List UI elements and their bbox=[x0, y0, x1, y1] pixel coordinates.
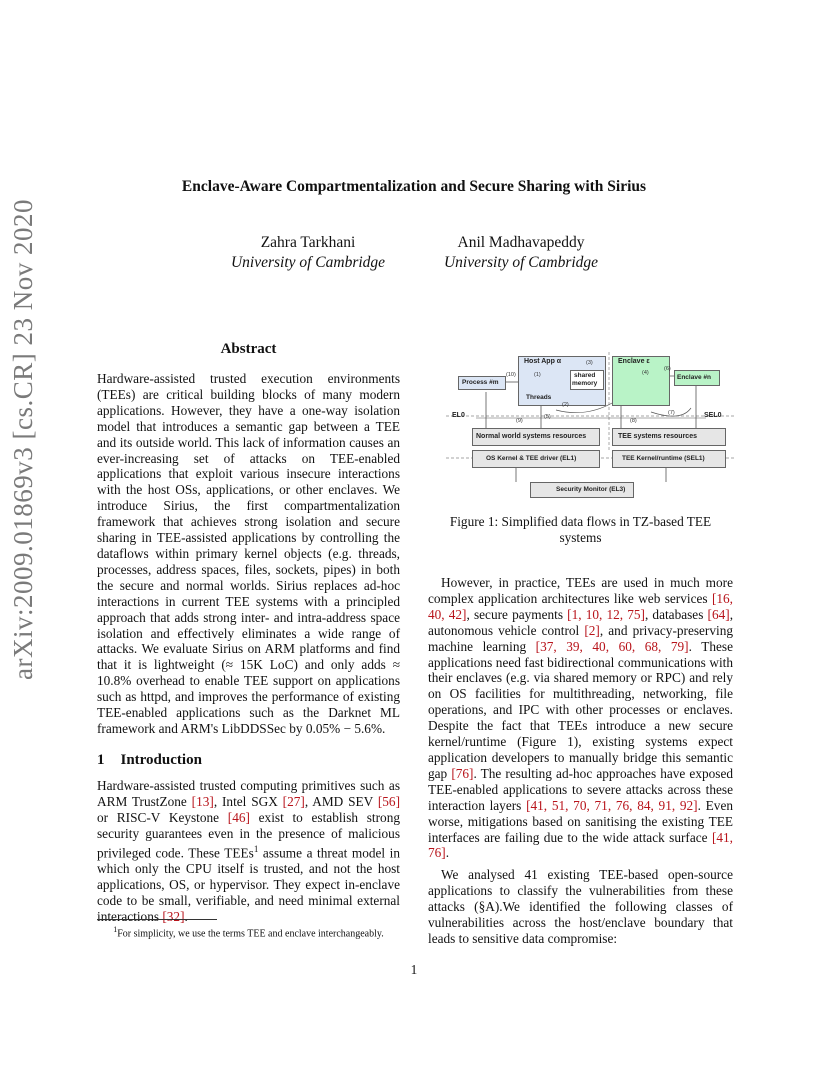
el0-label: EL0 bbox=[452, 412, 465, 419]
arxiv-stamp: arXiv:2009.01869v3 [cs.CR] 23 Nov 2020 bbox=[8, 199, 38, 680]
citation[interactable]: [2] bbox=[584, 622, 600, 638]
enclave-label: Enclave ε bbox=[618, 358, 650, 365]
os-kernel-label: OS Kernel & TEE driver (EL1) bbox=[486, 455, 577, 462]
security-monitor-label: Security Monitor (EL3) bbox=[556, 486, 626, 493]
page-number: 1 bbox=[410, 962, 418, 977]
flow-number: (7) bbox=[668, 410, 675, 416]
footnote bbox=[97, 924, 400, 940]
citation[interactable]: [64] bbox=[707, 606, 730, 622]
figure-1-diagram bbox=[446, 352, 734, 504]
footnote-rule bbox=[97, 919, 217, 920]
figure-1-caption: Figure 1: Simplified data flows in TZ-based TEE systems bbox=[449, 514, 712, 545]
flow-number: (8) bbox=[630, 418, 637, 424]
tee-resources-label: TEE systems resources bbox=[618, 433, 697, 440]
body-paragraph-3: We analysed 41 existing TEE-based open-source applications to classify the vulnerabilities from these attacks (§A).We identified the following classes of vulnerabilities across the host/enclave boundary that leads to sensitive data compromise: bbox=[428, 867, 733, 946]
right-column bbox=[428, 575, 733, 947]
flow-number: (9) bbox=[516, 418, 523, 424]
citation[interactable]: [37, 39, 40, 60, 68, 79] bbox=[535, 638, 689, 654]
citation[interactable]: [41, 51, 70, 71, 76, 84, 91, 92] bbox=[526, 797, 698, 813]
flow-number: (2) bbox=[562, 402, 569, 408]
citation[interactable]: [13] bbox=[191, 793, 214, 809]
citation[interactable]: [32] bbox=[162, 908, 185, 924]
enclave-n-label: Enclave #n bbox=[677, 374, 711, 381]
flow-number: (10) bbox=[506, 372, 516, 378]
flow-number: (5) bbox=[544, 414, 551, 420]
author-1 bbox=[193, 233, 423, 273]
author-affiliation: University of Cambridge bbox=[230, 254, 386, 271]
footnote-ref[interactable]: 1 bbox=[253, 843, 259, 854]
abstract-heading: Abstract bbox=[220, 341, 277, 357]
section-title: Introduction bbox=[120, 752, 202, 768]
normal-resources-label: Normal world systems resources bbox=[476, 433, 587, 440]
flow-number: (4) bbox=[642, 370, 649, 376]
footnote-mark: 1 bbox=[113, 925, 118, 934]
shared-memory-label-1: shared bbox=[574, 372, 596, 379]
citation[interactable]: [16, 40, 42] bbox=[428, 590, 733, 622]
process-label: Process #m bbox=[462, 379, 499, 386]
section-number: 1 bbox=[97, 752, 105, 768]
citation[interactable]: [76] bbox=[451, 765, 474, 781]
author-name: Anil Madhavapeddy bbox=[457, 234, 585, 251]
citation[interactable]: [1, 10, 12, 75] bbox=[567, 606, 645, 622]
author-name: Zahra Tarkhani bbox=[260, 234, 356, 251]
author-2 bbox=[406, 233, 636, 273]
section-heading-introduction bbox=[97, 752, 202, 769]
citation[interactable]: [56] bbox=[377, 793, 400, 809]
body-paragraph-2: However, in practice, TEEs are used in much more complex application architectures like web services [16, 40, 42], secure payments [1, 10, 12, 75], databases [64], autonomous vehicle control [2], and privacy-preserving machine learning [37, 39, 40, 60, 68, 79]. These applications need fast bidirectional communications with their enclaves (e.g. via shared memory or RPC) and rely on OS facilities for multithreading, networking, file operations, and IPC with other processes or enclaves. Despite the fact that TEEs introduce a new secure kernel/runtime (Figure 1), existing systems expect application developers to manually bridge this semantic gap [76]. The resulting ad-hoc approaches have exposed TEE-enabled applications to severe attacks across these interaction layers [41, 51, 70, 71, 76, 84, 91, 92]. Even worse, mitigations based on sanitising the existing TEE interfaces are failing due to the wide attack surface [41, 76]. bbox=[428, 575, 734, 861]
sel0-label: SEL0 bbox=[704, 412, 722, 419]
author-affiliation: University of Cambridge bbox=[443, 254, 599, 271]
footnote-text: For simplicity, we use the terms TEE and enclave interchangeably. bbox=[117, 928, 384, 940]
paper-title: Enclave-Aware Compartmentalization and Secure Sharing with Sirius bbox=[181, 178, 647, 195]
abstract-text: Hardware-assisted trusted execution environments (TEEs) are critical building blocks of many modern applications. However, they have a one-way isolation model that introduces a semantic gap between a TEE and its outside world. This lack of information causes an ever-increasing set of attacks on TEE-enabled applications that exploit various insecure interactions with the host OSs, applications, or other enclaves. We introduce Sirius, the first compartmentalization framework that achieves strong isolation and secure sharing in TEE-assisted applications by controlling the dataflows within primary kernel objects (e.g. threads, processes, address spaces, files, sockets, pipes) in both the secure and normal worlds. Sirius replaces ad-hoc interactions in current TEE systems with a principled approach that adds strong inter- and intra-address space isolation and effectively eliminates a wide range of attacks. We evaluate Sirius on ARM platforms and find that it is lightweight (≈ 15K LoC) and only adds ≈ 10.8% overhead to enable TEE support on applications such as httpd, and improves the performance of existing TEE-enabled applications such as the Darknet ML framework and ARM's LibDDSSec by 0.05% − 5.6%. bbox=[97, 371, 400, 736]
shared-memory-label-2: memory bbox=[572, 380, 598, 387]
citation[interactable]: [46] bbox=[227, 809, 250, 825]
flow-number: (6) bbox=[664, 366, 671, 372]
threads-label: Threads bbox=[526, 394, 552, 401]
citation[interactable]: [27] bbox=[282, 793, 305, 809]
citation[interactable]: [41, 76] bbox=[428, 829, 733, 861]
flow-number: (3) bbox=[586, 360, 593, 366]
flow-number: (1) bbox=[534, 372, 541, 378]
intro-paragraph-1: Hardware-assisted trusted computing primitives such as ARM TrustZone [13], Intel SGX [27], AMD SEV [56] or RISC-V Keystone [46] exist to establish strong security guarantees even in the presence of malicious privileged code. These TEEs$^1$ assume a threat model in which only the CPU itself is trusted, and not the host applications, OS, or hypervisor. They expect in-enclave code to be small, verifiable, and need minimal external interactions [32]. bbox=[97, 778, 401, 924]
tee-kernel-label: TEE Kernel/runtime (SEL1) bbox=[622, 455, 705, 462]
host-app-label: Host App α bbox=[524, 358, 562, 365]
